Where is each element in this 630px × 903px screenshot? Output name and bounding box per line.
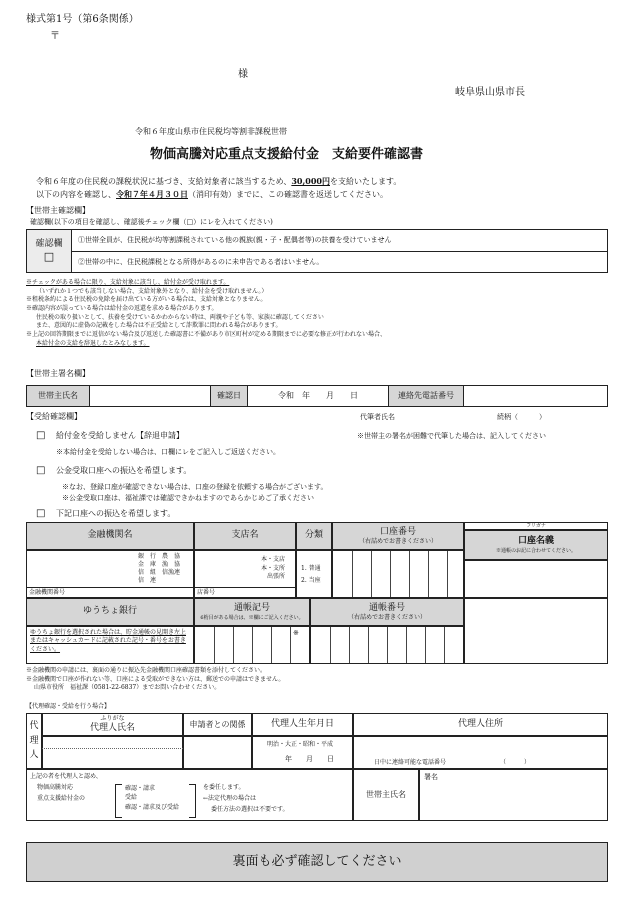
issuer: 岐阜県山県市長 <box>455 87 525 98</box>
footer-banner: 裏面も必ず確認してください <box>26 842 608 882</box>
section2-heading: 【世帯主署名欄】 <box>26 369 90 378</box>
proxy-heading: 【代理確認・受給を行う場合】 <box>26 703 111 710</box>
inst-name-header: 金融機関名 <box>26 522 194 550</box>
head-name-label-2: 世帯主氏名 <box>353 769 419 821</box>
addressee-suffix: 様 <box>238 69 248 80</box>
opt2-note-1: ※なお、登録口座が確認できない場合は、口座の登録を依頼する場合がございます。 <box>62 483 328 491</box>
form-number: 様式第1号（第6条関係） <box>26 14 139 25</box>
date-label: 確認日 <box>210 385 248 407</box>
delegation-options[interactable]: 確認・請求 受給 確認・請求及び受給 <box>125 785 180 811</box>
notes-block-2: ※金融機関の申請には、裏面の通りに振込先金融機関口座確認書類を添付してください。 ※金融機関で口座が作れない等、口座による受取ができない方は、郵送での申請はできません。 山県市役所 福祉課（0581-22-6837）までお問い合わせください。 <box>26 667 285 692</box>
symbol-input[interactable] <box>194 626 310 664</box>
signature-input[interactable]: 署名 <box>419 769 608 821</box>
phone-input[interactable] <box>464 385 608 407</box>
inst-types: 銀 行 農 協 金 庫 漁 協 信 組 信漁連 信 連 <box>138 553 181 585</box>
asterisk-mark: ※ <box>293 629 299 637</box>
confirm-item-2: ②世帯の中に、住民税課税となる所得があるのに未申告である者はいません。 <box>78 258 324 266</box>
notes-block-1: ※チェックがある場合に限り、支給対象に該当し、給付金が受け取れます。 （いずれか１つでも該当しない場合、支給対象外となり、給付金を受け取れません。） ※租税条約による住民税の免除を届け出ている方がいる場合は、支給対象となりません。 ※確認内容が誤っている場合は給付金の返還を求める場合があります。 住民税の取り扱いとして、扶養を受けているかわからない時は、両親や子ども等、家族に確認してください また、意図的に虚偽の記載をした場合は不正受給として詐欺罪に問われる場合があります。 ※上記の回答期限までに返信がない場合及び返送した確認書に不備があり市区町村が定める期限までに必要な修正が行われない場合、 本給付金の支給を辞退したとみなします。 <box>26 279 387 347</box>
intro-line-2: 以下の内容を確認し、令和７年４月３０日（消印有効）までに、この確認書を返送してください。 <box>36 189 388 199</box>
head-name-label: 世帯主氏名 <box>26 385 90 407</box>
proxy-birthdate-header: 代理人生年月日 <box>252 713 353 736</box>
subtitle: 令和６年度山県市住民税均等割非課税世帯 <box>135 127 287 136</box>
opt1-note: ※本給付金を受給しない場合は、口欄にレをご記入しご返送ください。 <box>56 448 280 456</box>
proxy-address-header: 代理人住所 <box>353 713 608 736</box>
delegation-cell: 上記の者を代理人と認め、 物価高騰対応 重点支援給付金の 確認・請求 受給 確認・請求及び受給 を委任します。 ←法定代理の場合は 委任方法の選択は不要です。 <box>26 769 353 821</box>
proxy-name-header: ふりがな 代理人氏名 <box>42 713 183 736</box>
head-name-input[interactable] <box>90 385 210 407</box>
acct-no-header: 口座番号 （右詰めでお書きください） <box>332 522 464 550</box>
section3-heading: 【受給確認欄】 <box>26 412 82 421</box>
symbol-header: 通帳記号 6桁目がある場合は、※欄にご記入ください。 <box>194 598 310 626</box>
category-header: 分類 <box>296 522 332 550</box>
branch-code-label: 店番号 <box>197 589 216 596</box>
number-header: 通帳番号 （右詰めでお書きください） <box>310 598 464 626</box>
section1-heading: 【世帯主確認欄】 <box>26 206 90 215</box>
proxy-address-input[interactable]: 日中に連絡可能な電話番号 （ ） <box>353 736 608 769</box>
branch-name-header: 支店名 <box>194 522 296 550</box>
date-input[interactable]: 令和 年 月 日 <box>278 391 358 400</box>
relation-label: 続柄（ ） <box>497 413 546 421</box>
opt2-checkbox[interactable]: □ <box>36 465 46 476</box>
benefit-amount: 30,000円 <box>291 176 330 186</box>
section1-instruction: 確認欄(以下の項目を確認し、確認後チェック欄（□）にレを入れてください) <box>30 218 273 226</box>
confirm-item-1: ①世帯全員が、住民税が均等割課税されている他の親族(親・子・配偶者等)の扶養を受けていません <box>78 236 392 244</box>
opt1-checkbox[interactable]: □ <box>36 430 46 441</box>
postal-mark: 〒 <box>50 31 60 42</box>
yucho-note: ゆうちょ銀行を選択された場合は、貯金通帳の見開き左上またはキャッシュカードに記載された記号・番号をお書きください。 <box>26 626 194 664</box>
proxy-birthdate-input[interactable]: 明治・大正・昭和・平成 年 月 日 <box>252 736 353 769</box>
proxy-relation-header: 申請者との関係 <box>183 713 252 736</box>
opt1-label: 給付金を受給しません【辞退申請】 <box>56 431 184 440</box>
category-cell[interactable]: 1. 普通 2. 当座 <box>296 550 332 598</box>
confirm-checkbox[interactable]: □ <box>43 249 55 263</box>
acct-holder-input[interactable] <box>464 560 608 598</box>
yucho-header: ゆうちょ銀行 <box>26 598 194 626</box>
proxy-note: ※世帯主の署名が困難で代筆した場合は、記入してください <box>357 432 546 440</box>
page-title: 物価高騰対応重点支援給付金 支給要件確認書 <box>150 147 424 162</box>
acct-holder-header: 口座名義 ※通帳のお記に合わせてください。 <box>464 530 608 560</box>
branch-types: 本・支店 本・支所 出張所 <box>261 556 286 581</box>
confirm-label-cell: 確認欄 □ <box>26 229 72 273</box>
phone-label: 連絡先電話番号 <box>388 385 464 407</box>
proxy-name-input[interactable] <box>42 736 183 769</box>
opt2-note-2: ※公金受取口座は、福祉課では確認できかねますのであらかじめご了承ください <box>62 494 314 502</box>
furigana-header: フリガナ <box>464 522 608 530</box>
opt2-label: 公金受取口座への振込を希望します。 <box>56 466 192 475</box>
deadline: 令和７年４月３０日 <box>116 189 188 199</box>
proxy-writer-label: 代筆者氏名 <box>360 413 395 421</box>
intro-line-1: 令和６年度の住民税の課税状況に基づき、支給対象者に該当するため、30,000円を支給いたします。 <box>36 176 402 186</box>
inst-code-label: 金融機関番号 <box>29 589 66 596</box>
number-input[interactable] <box>310 626 464 664</box>
acct-holder-extra[interactable] <box>464 598 608 664</box>
opt3-label: 下記口座への振込を希望します。 <box>56 509 176 518</box>
acct-no-input[interactable] <box>332 550 464 598</box>
opt3-checkbox[interactable]: □ <box>36 508 46 519</box>
proxy-side-label: 代 理 人 <box>26 713 42 769</box>
proxy-relation-input[interactable] <box>183 736 252 769</box>
